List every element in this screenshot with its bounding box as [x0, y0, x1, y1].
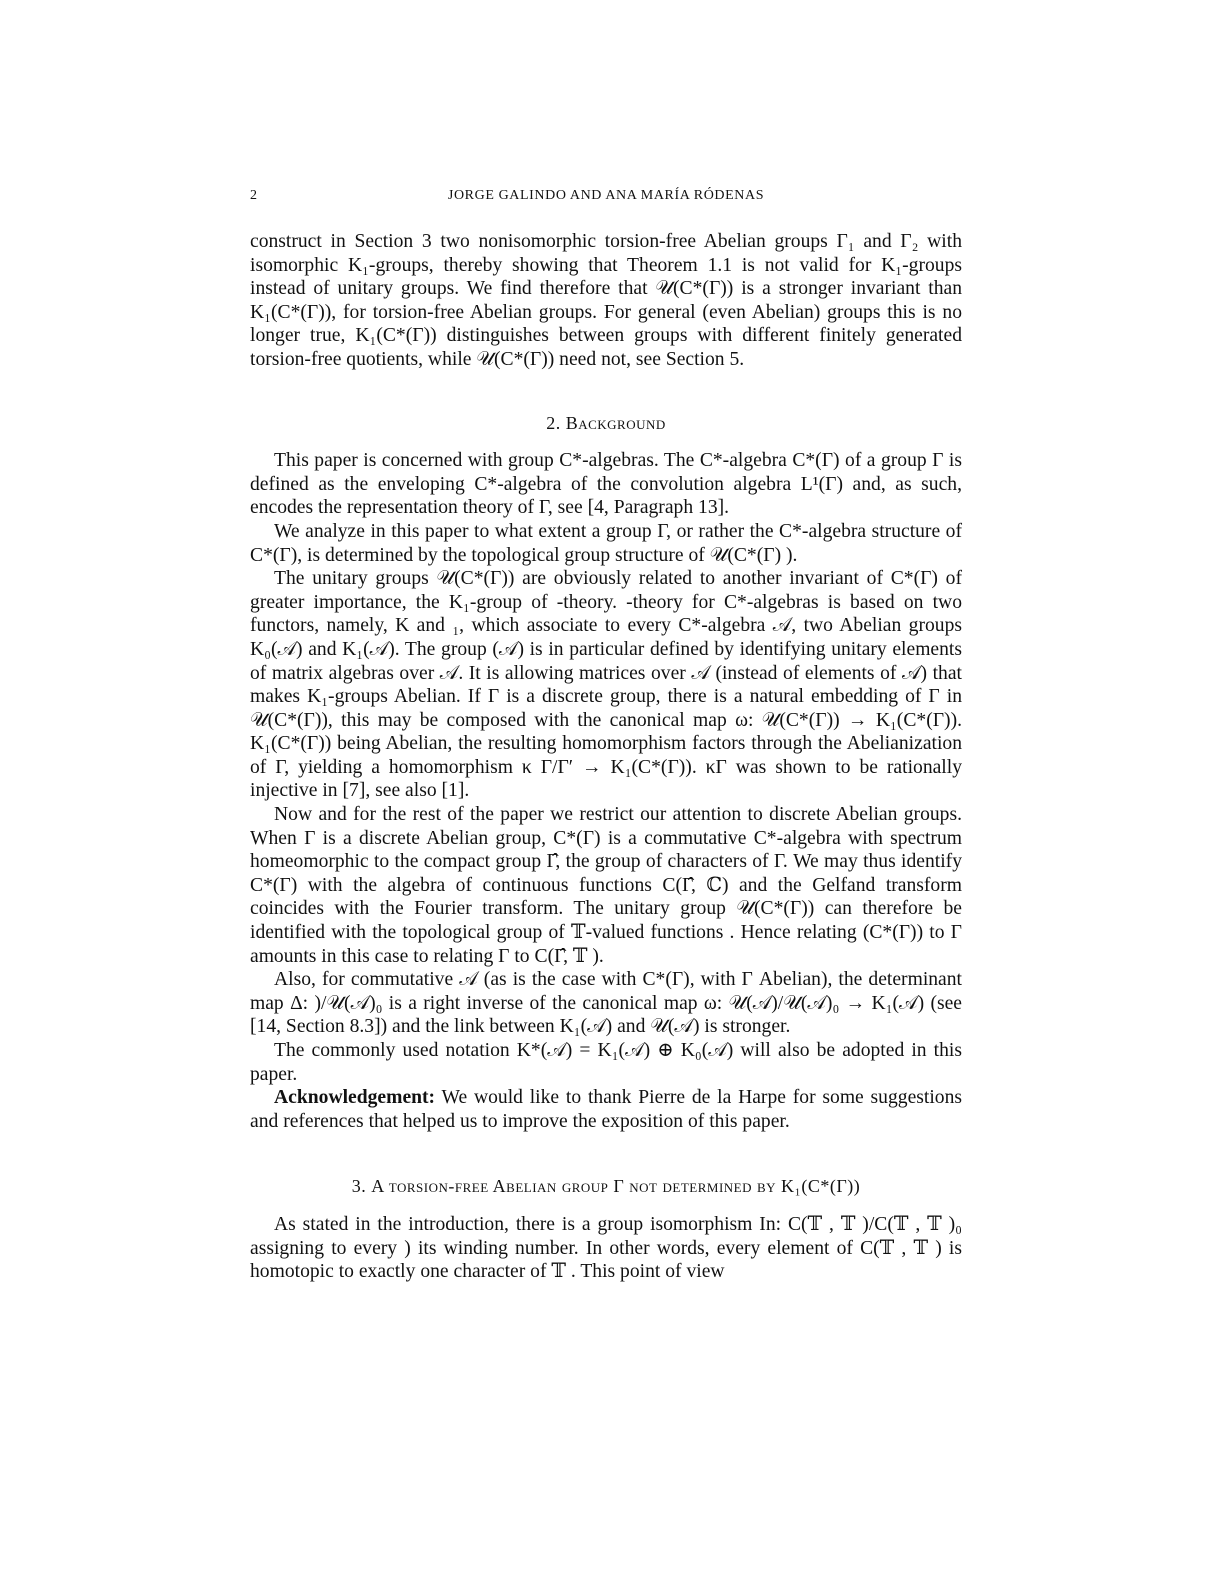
section-3-number: 3.	[351, 1176, 367, 1197]
intro-paragraph: construct in Section 3 two nonisomorphic torsion-free Abelian groups Γ₁ and Γ₂ with isomorphic K₁-groups, thereby showing that Theorem 1.1 is not valid for K₁-groups instead of unitary groups. We find therefore that 𝒰(C*(Γ)) is a stronger invariant than K₁(C*(Γ)), for torsion-free Abelian groups. For general (even Abelian) groups this is no longer true, K₁(C*(Γ)) distinguishes between groups with different finitely generated torsion-free quotients, while 𝒰(C*(Γ)) need not, see Section 5.	[250, 231, 962, 370]
running-head-authors: JORGE GALINDO AND ANA MARÍA RÓDENAS	[447, 188, 765, 203]
section-2-title: Background	[565, 412, 666, 433]
paper-body	[250, 230, 962, 1284]
section-2-number: 2.	[546, 412, 561, 433]
section-3-title: A torsion-free Abelian group Γ not determined by K₁(C*(Γ))	[371, 1176, 861, 1197]
paragraph-s2-4: Now and for the rest of the paper we restrict our attention to discrete Abelian groups. When Γ is a discrete Abelian group, C*(Γ) is a commutative C*-algebra with spectrum homeomorphic to the compact group Γ̂, the group of characters of Γ. We may thus identify C*(Γ) with the algebra of continuous functions C(Γ̂, ℂ) and the Gelfand transform coincides with the Fourier transform. The unitary group 𝒰(C*(Γ)) can therefore be identified with the topological group of 𝕋-valued functions . Hence relating (C*(Γ)) to Γ amounts in this case to relating Γ to C(Γ̂, 𝕋 ).	[250, 804, 962, 967]
paragraph-s2-2: We analyze in this paper to what extent a group Γ, or rather the C*-algebra structure of C*(Γ), is determined by the topological group structure of 𝒰(C*(Γ) ).	[250, 520, 962, 566]
paragraph-s2-6: The commonly used notation K*(𝒜) = K₁(𝒜) ⊕ K₀(𝒜) will also be adopted in this paper.	[250, 1040, 962, 1085]
page-number: 2	[250, 188, 258, 203]
section-3-heading	[250, 1175, 962, 1199]
acknowledgement-label: Acknowledgement:	[274, 1087, 436, 1109]
paragraph-s3-1: As stated in the introduction, there is a group isomorphism In: C(𝕋 , 𝕋 )/C(𝕋 , 𝕋 )₀ assigning to every ) its winding number. In other words, every element of C(𝕋 , 𝕋 ) is homotopic to exactly one character of 𝕋 . This point of view	[250, 1213, 962, 1283]
paragraph-s2-1: This paper is concerned with group C*-algebras. The C*-algebra C*(Γ) of a group Γ is defined as the enveloping C*-algebra of the convolution algebra L¹(Γ) and, as such, encodes the representation theory of Γ, see [4, Paragraph 13].	[250, 450, 962, 519]
paragraph-s2-3: The unitary groups 𝒰(C*(Γ)) are obviously related to another invariant of C*(Γ) of greater importance, the K₁-group of -theory. -theory for C*-algebras is based on two functors, namely, K and ₁, which associate to every C*-algebra 𝒜, two Abelian groups K₀(𝒜) and K₁(𝒜). The group (𝒜) is in particular defined by identifying unitary elements of matrix algebras over 𝒜. It is allowing matrices over 𝒜 (instead of elements of 𝒜) that makes K₁-groups Abelian. If Γ is a discrete group, there is a natural embedding of Γ in 𝒰(C*(Γ)), this may be composed with the canonical map ω: 𝒰(C*(Γ)) → K₁(C*(Γ)). K₁(C*(Γ)) being Abelian, the resulting homomorphism factors through the Abelianization of Γ, yielding a homomorphism κ Γ/Γ′ → K₁(C*(Γ)). κΓ was shown to be rationally injective in [7], see also [1].	[250, 568, 962, 802]
running-header	[250, 188, 962, 208]
section-2-heading	[250, 412, 962, 436]
acknowledgement-paragraph	[250, 1086, 962, 1133]
paragraph-s2-5: Also, for commutative 𝒜 (as is the case with C*(Γ), with Γ Abelian), the determinant map Δ: )/𝒰(𝒜)₀ is a right inverse of the canonical map ω: 𝒰(𝒜)/𝒰(𝒜)₀ → K₁(𝒜) (see [14, Section 8.3]) and the link between K₁(𝒜) and 𝒰(𝒜) is stronger.	[250, 969, 962, 1038]
acknowledgement-text: We would like to thank Pierre de la Harpe for some suggestions and references that helped us to improve the exposition of this paper.	[250, 1087, 962, 1132]
